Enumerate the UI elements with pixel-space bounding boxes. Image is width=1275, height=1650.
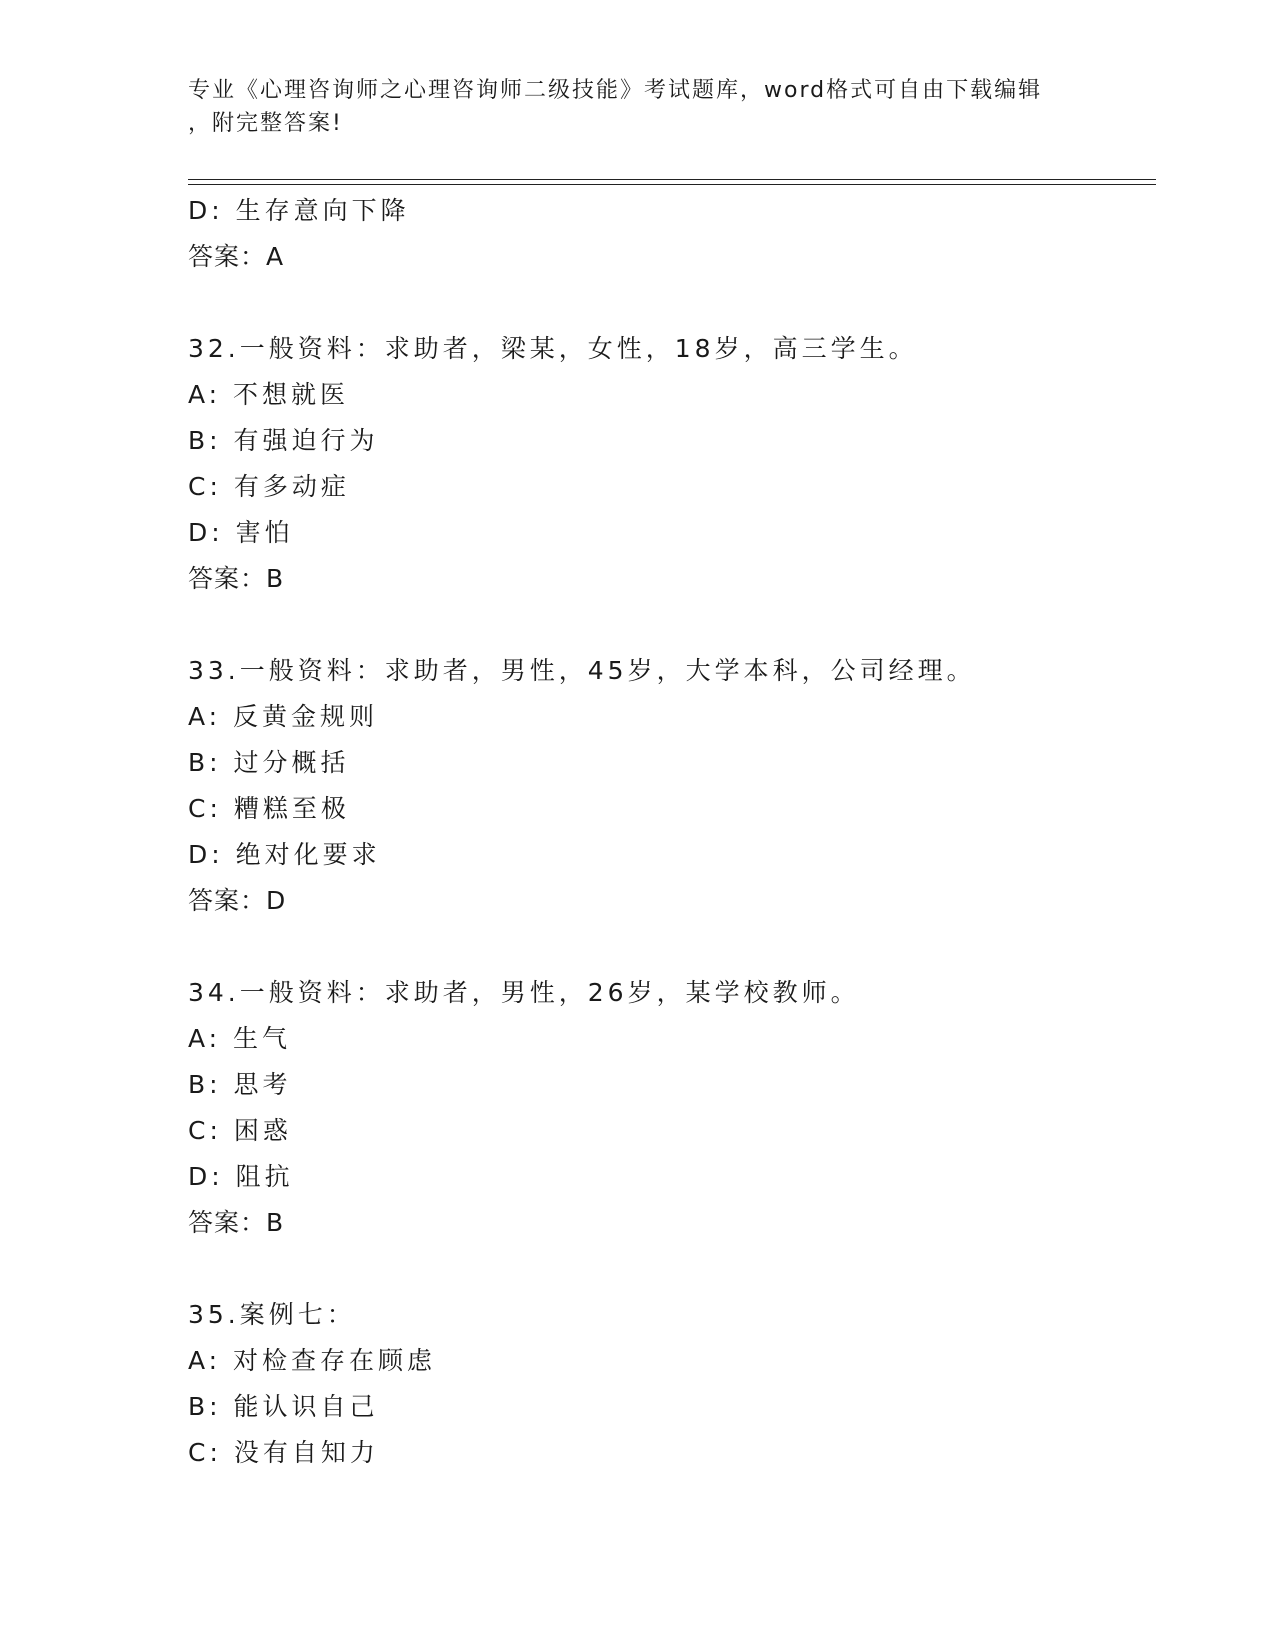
option-d: D: 阻抗 <box>188 1162 294 1191</box>
question-stem: 35.案例七： <box>188 1300 356 1329</box>
spacer <box>188 1246 1156 1292</box>
question-block-32 <box>188 326 1156 602</box>
document-body <box>188 188 1156 1476</box>
option-c: C: 困惑 <box>188 1116 292 1145</box>
header-divider-bottom <box>188 184 1156 185</box>
spacer <box>188 924 1156 970</box>
option-c: C: 糟糕至极 <box>188 794 350 823</box>
question-stem: 34.一般资料：求助者，男性，26岁，某学校教师。 <box>188 978 860 1007</box>
option-b: B: 能认识自己 <box>188 1392 379 1421</box>
spacer <box>188 602 1156 648</box>
question-block-prev <box>188 188 1156 280</box>
option-a: A: 对检查存在顾虑 <box>188 1346 437 1375</box>
option-a: A: 生气 <box>188 1024 292 1053</box>
option-d: D: 害怕 <box>188 518 294 547</box>
option-b: B: 有强迫行为 <box>188 426 379 455</box>
header-line-1: 专业《心理咨询师之心理咨询师二级技能》考试题库，word格式可自由下载编辑 <box>188 78 1043 103</box>
option-d: D: 生存意向下降 <box>188 196 410 225</box>
option-d: D: 绝对化要求 <box>188 840 381 869</box>
spacer <box>188 280 1156 326</box>
question-block-34 <box>188 970 1156 1246</box>
header-divider-top <box>188 179 1156 180</box>
option-a: A: 不想就医 <box>188 380 350 409</box>
question-block-35 <box>188 1292 1156 1476</box>
option-b: B: 思考 <box>188 1070 292 1099</box>
answer-line: 答案：D <box>188 886 287 915</box>
question-stem: 33.一般资料：求助者，男性，45岁，大学本科，公司经理。 <box>188 656 976 685</box>
answer-line: 答案：B <box>188 1208 285 1237</box>
header-line-2: ，附完整答案! <box>188 111 343 136</box>
option-a: A: 反黄金规则 <box>188 702 379 731</box>
option-c: C: 没有自知力 <box>188 1438 379 1467</box>
question-stem: 32.一般资料：求助者，梁某，女性，18岁，高三学生。 <box>188 334 918 363</box>
document-header <box>188 74 1068 140</box>
question-block-33 <box>188 648 1156 924</box>
option-c: C: 有多动症 <box>188 472 350 501</box>
option-b: B: 过分概括 <box>188 748 350 777</box>
answer-line: 答案：A <box>188 242 285 271</box>
answer-line: 答案：B <box>188 564 285 593</box>
